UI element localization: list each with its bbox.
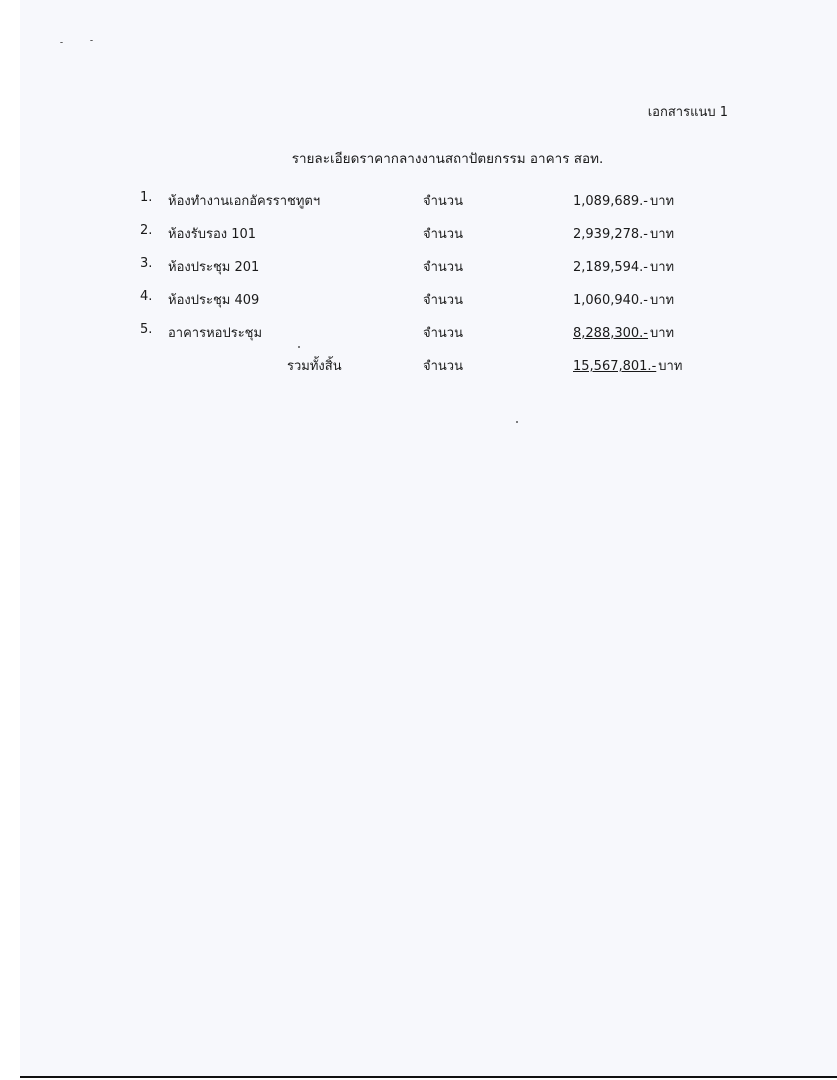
item-unit-label: จำนวน [423,293,463,308]
item-number: 5. [140,322,153,337]
list-item [140,289,740,322]
list-item [140,223,740,256]
total-unit-label: จำนวน [423,359,463,374]
item-unit-label: จำนวน [423,326,463,341]
item-amount: 8,288,300.- [573,326,648,341]
total-row [140,355,740,388]
item-number: 1. [140,190,153,205]
list-item [140,190,740,223]
document-page [20,0,837,1078]
item-unit-label: จำนวน [423,194,463,209]
item-number: 4. [140,289,153,304]
item-name: ห้องรับรอง 101 [168,227,257,242]
item-unit-label: จำนวน [423,260,463,275]
item-amount-cell [573,322,674,343]
item-amount: 2,939,278.- [573,227,648,242]
total-amount-cell [573,355,682,376]
item-currency: บาท [650,293,675,308]
total-label: รวมทั้งสิ้น [287,359,342,374]
item-amount: 2,189,594.- [573,260,648,275]
item-currency: บาท [650,227,675,242]
total-amount: 15,567,801.- [573,359,657,374]
item-amount-cell [573,289,674,310]
scan-speck [516,421,518,423]
scan-speck [298,346,300,348]
item-name: ห้องประชุม 409 [168,293,260,308]
item-currency: บาท [650,194,675,209]
item-name: ห้องทำงานเอกอัครราชทูตฯ [168,194,321,209]
document-title: รายละเอียดราคากลางงานสถาปัตยกรรม อาคาร สอท. [291,151,604,167]
item-currency: บาท [650,326,675,341]
item-amount-cell [573,256,674,277]
item-amount: 1,089,689.- [573,194,648,209]
list-item [140,322,740,355]
list-item [140,256,740,289]
item-amount: 1,060,940.- [573,293,648,308]
item-amount-cell [573,190,674,211]
attachment-label: เอกสารแนบ 1 [647,105,728,120]
item-number: 2. [140,223,153,238]
item-name: ห้องประชุม 201 [168,260,260,275]
total-currency: บาท [658,359,683,374]
item-number: 3. [140,256,153,271]
price-list [140,190,740,388]
item-unit-label: จำนวน [423,227,463,242]
scan-speck [90,40,93,41]
item-name: อาคารหอประชุม [168,326,263,341]
scan-speck [60,42,63,43]
item-currency: บาท [650,260,675,275]
item-amount-cell [573,223,674,244]
